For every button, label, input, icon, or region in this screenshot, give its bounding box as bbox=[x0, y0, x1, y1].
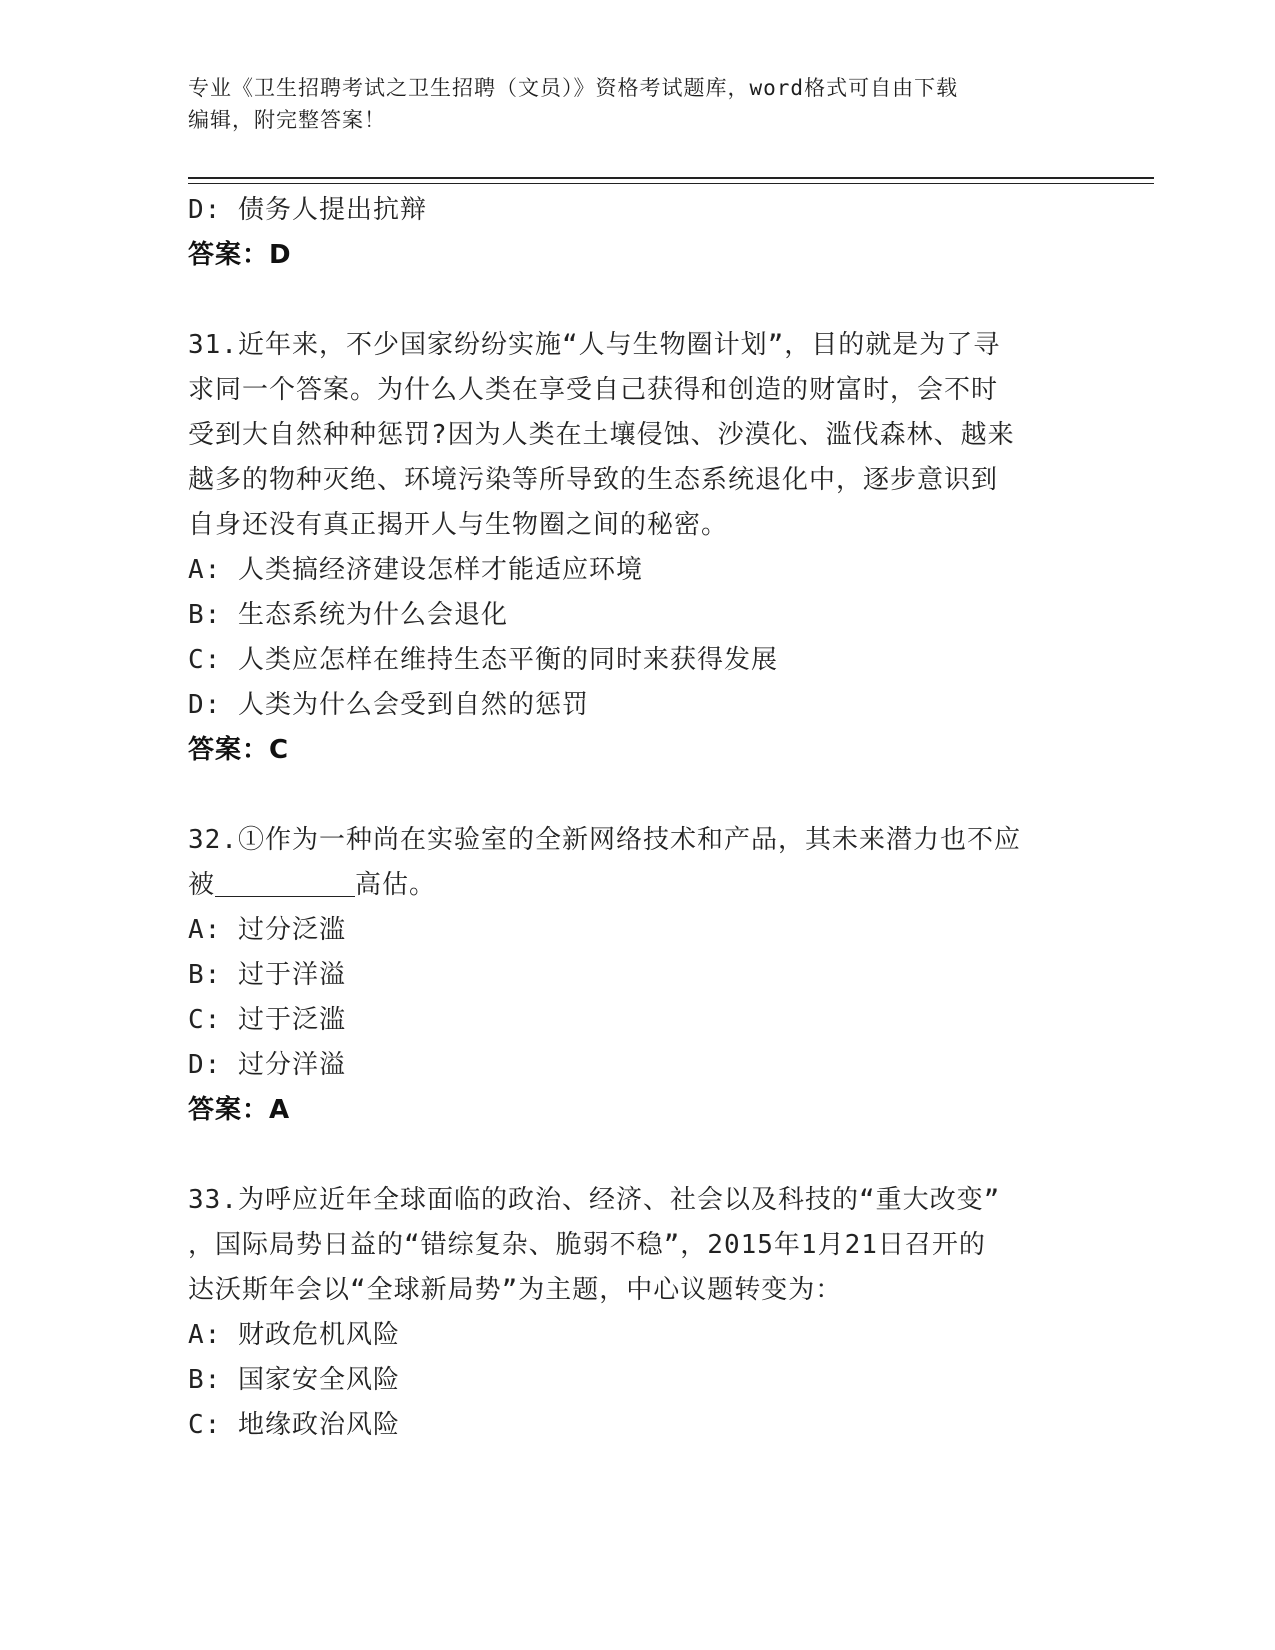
stem-text-after-blank: 高估。 bbox=[355, 870, 437, 900]
question-stem-line: 达沃斯年会以“全球新局势”为主题，中心议题转变为： bbox=[188, 1275, 843, 1305]
option-d: D: 债务人提出抗辩 bbox=[188, 195, 427, 225]
header-line-2: 编辑，附完整答案！ bbox=[188, 108, 386, 132]
header-line-1: 专业《卫生招聘考试之卫生招聘（文员）》资格考试题库，word格式可自由下载 bbox=[188, 76, 959, 100]
question-31 bbox=[188, 323, 1088, 773]
question-stem-line: 自身还没有真正揭开人与生物圈之间的秘密。 bbox=[188, 510, 729, 540]
option-a: A: 过分泛滥 bbox=[188, 915, 346, 945]
stem-text-before-blank: 被 bbox=[188, 870, 216, 900]
question-stem-line: 32.①作为一种尚在实验室的全新网络技术和产品，其未来潜力也不应 bbox=[188, 825, 1021, 855]
question-stem-line: 受到大自然种种惩罚?因为人类在土壤侵蚀、沙漠化、滥伐森林、越来 bbox=[188, 420, 1015, 450]
fill-in-blank bbox=[215, 866, 355, 897]
question-stem-line: ，国际局势日益的“错综复杂、脆弱不稳”，2015年1月21日召开的 bbox=[188, 1230, 986, 1260]
option-a: A: 人类搞经济建设怎样才能适应环境 bbox=[188, 555, 643, 585]
question-stem-line: 越多的物种灭绝、环境污染等所导致的生态系统退化中，逐步意识到 bbox=[188, 465, 999, 495]
option-b: B: 过于洋溢 bbox=[188, 960, 346, 990]
spacer bbox=[188, 1133, 1088, 1178]
option-c: C: 人类应怎样在维持生态平衡的同时来获得发展 bbox=[188, 645, 778, 675]
question-32 bbox=[188, 818, 1088, 1133]
option-c: C: 过于泛滥 bbox=[188, 1005, 346, 1035]
spacer bbox=[188, 278, 1088, 323]
question-stem-line bbox=[188, 863, 1088, 908]
question-stem-line: 33.为呼应近年全球面临的政治、经济、社会以及科技的“重大改变” bbox=[188, 1185, 1001, 1215]
answer-line: 答案：A bbox=[188, 1095, 291, 1125]
header-rule-thin bbox=[188, 183, 1154, 184]
option-c: C: 地缘政治风险 bbox=[188, 1410, 400, 1440]
question-stem-line: 求同一个答案。为什么人类在享受自己获得和创造的财富时，会不时 bbox=[188, 375, 999, 405]
question-content bbox=[188, 188, 1088, 1448]
option-d: D: 人类为什么会受到自然的惩罚 bbox=[188, 690, 589, 720]
option-b: B: 生态系统为什么会退化 bbox=[188, 600, 508, 630]
page-header bbox=[188, 72, 1088, 136]
answer-line: 答案：D bbox=[188, 240, 292, 270]
option-b: B: 国家安全风险 bbox=[188, 1365, 400, 1395]
question-33 bbox=[188, 1178, 1088, 1448]
spacer bbox=[188, 773, 1088, 818]
header-rule-thick bbox=[188, 177, 1154, 179]
question-stem-line: 31.近年来，不少国家纷纷实施“人与生物圈计划”，目的就是为了寻 bbox=[188, 330, 1001, 360]
option-a: A: 财政危机风险 bbox=[188, 1320, 400, 1350]
answer-line: 答案：C bbox=[188, 735, 290, 765]
option-d: D: 过分洋溢 bbox=[188, 1050, 346, 1080]
